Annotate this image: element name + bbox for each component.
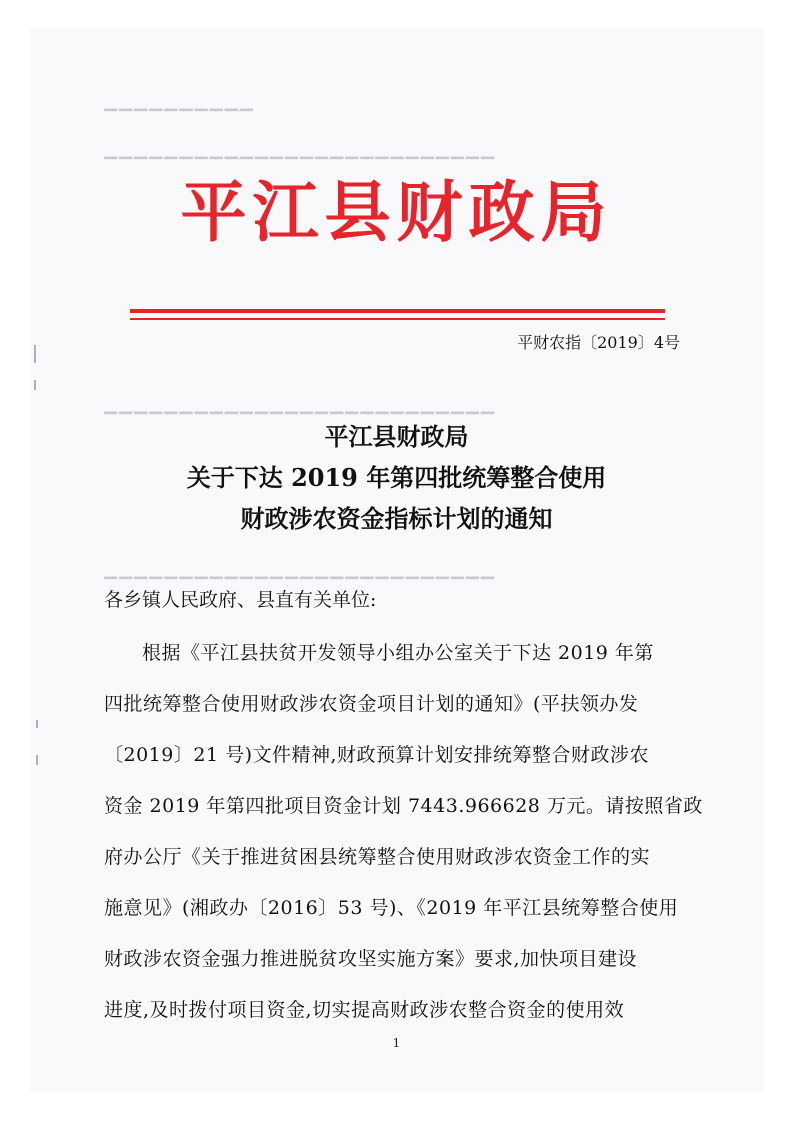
body-line: 财政涉农资金强力推进脱贫攻坚实施方案》要求,加快项目建设 [104,948,638,970]
bleed-through-line: ▁▁▁▁▁▁▁▁▁▁▁▁▁▁▁▁▁▁▁▁▁▁▁▁▁▁ [104,140,496,160]
document-title-line-3: 财政涉农资金指标计划的通知 [240,504,553,533]
body-line: 资金 2019 年第四批项目资金计划 7443.966628 万元。请按照省政 [104,795,703,817]
bleed-through-line: ▁▁▁▁▁▁▁▁▁▁▁▁▁▁▁▁▁▁▁▁▁▁▁▁▁▁ [104,560,496,580]
body-line: 〔2019〕21 号)文件精神,财政预算计划安排统筹整合财政涉农 [104,744,650,766]
page-number: 1 [392,1036,401,1050]
body-line: 府办公厅《关于推进贫困县统筹整合使用财政涉农资金工作的实 [104,846,651,868]
body-line: 根据《平江县扶贫开发领导小组办公室关于下达 2019 年第 [142,642,654,664]
document-title-line-2: 关于下达 2019 年第四批统筹整合使用 [186,463,607,492]
bleed-through-line: ▁▁▁▁▁▁▁▁▁▁▁▁▁▁▁▁▁▁▁▁▁▁▁▁▁▁ [104,395,496,415]
header-rule-thick [130,309,665,313]
scan-edge-mark [34,345,36,363]
document-number: 平财农指〔2019〕4号 [517,333,680,352]
header-rule-thin [130,318,665,320]
scan-edge-mark [34,380,36,390]
salutation: 各乡镇人民政府、县直有关单位: [104,589,377,611]
body-line: 施意见》(湘政办〔2016〕53 号)、《2019 年平江县统筹整合使用 [104,897,679,919]
body-line: 进度,及时拨付项目资金,切实提高财政涉农整合资金的使用效 [104,999,625,1021]
agency-header-title: 平江县财政局 [180,173,613,251]
scan-edge-mark [36,755,38,765]
document-title-line-1: 平江县财政局 [324,422,469,451]
bleed-through-line: ▁▁▁▁▁▁▁▁▁▁ [104,92,255,112]
body-line: 四批统筹整合使用财政涉农资金项目计划的通知》(平扶领办发 [104,693,639,715]
scan-edge-mark [36,720,38,728]
